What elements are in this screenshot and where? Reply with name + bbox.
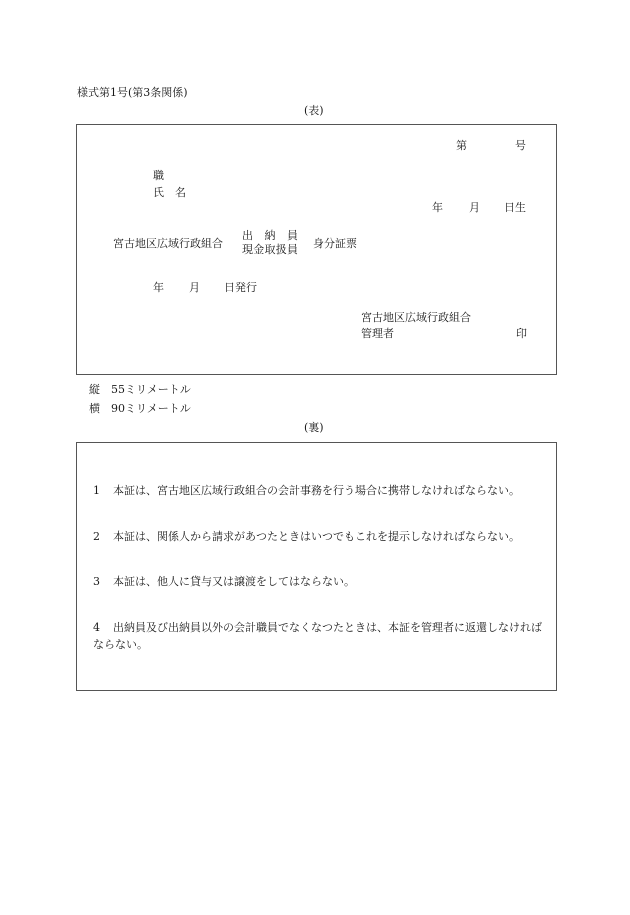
role-stack xyxy=(242,229,298,258)
front-heading: (表) xyxy=(304,104,324,117)
role-treasurer: 出 納 員 xyxy=(242,229,298,242)
item-number: 3 xyxy=(93,575,100,588)
back-heading: (裏) xyxy=(304,421,324,434)
role-cash-handler: 現金取扱員 xyxy=(242,243,298,257)
issue-month: 月 xyxy=(189,281,200,294)
vertical-value: 55ミリメートル xyxy=(111,383,191,396)
horizontal-label: 横 xyxy=(89,402,100,415)
list-item xyxy=(93,574,545,591)
item-text: 本証は、関係人から請求があつたときはいつでもこれを提示しなければならない。 xyxy=(113,530,520,543)
list-item xyxy=(93,529,545,546)
issue-year: 年 xyxy=(153,281,164,294)
list-item xyxy=(93,483,545,500)
card-front xyxy=(76,124,557,375)
horizontal-value: 90ミリメートル xyxy=(111,402,191,415)
list-item xyxy=(93,620,545,653)
item-text: 本証は、宮古地区広域行政組合の会計事務を行う場合に携帯しなければならない。 xyxy=(113,484,520,497)
number-suffix: 号 xyxy=(515,139,526,152)
card-title: 身分証票 xyxy=(313,237,357,250)
number-label: 第 xyxy=(456,139,467,152)
item-number: 4 xyxy=(93,621,100,634)
shoku-label: 職 xyxy=(153,169,164,182)
birth-month: 月 xyxy=(469,201,480,214)
vertical-label: 縦 xyxy=(89,383,100,396)
item-text: 本証は、他人に貸与又は譲渡をしてはならない。 xyxy=(113,575,355,588)
union-name: 宮古地区広域行政組合 xyxy=(113,237,223,250)
card-back xyxy=(76,442,557,691)
seal-mark: 印 xyxy=(516,327,527,340)
item-number: 1 xyxy=(93,484,100,497)
shimei-label: 氏 名 xyxy=(153,186,186,199)
birth-year: 年 xyxy=(432,201,443,214)
form-label: 様式第1号(第3条関係) xyxy=(77,86,188,99)
birth-day: 日生 xyxy=(504,201,526,214)
issue-day: 日発行 xyxy=(224,281,257,294)
issuer-org: 宮古地区広域行政組合 xyxy=(361,311,471,324)
issuer-title: 管理者 xyxy=(361,327,394,340)
item-text: 出納員及び出納員以外の会計職員でなくなつたときは、本証を管理者に返還しなければならない。 xyxy=(93,621,542,651)
item-number: 2 xyxy=(93,530,100,543)
